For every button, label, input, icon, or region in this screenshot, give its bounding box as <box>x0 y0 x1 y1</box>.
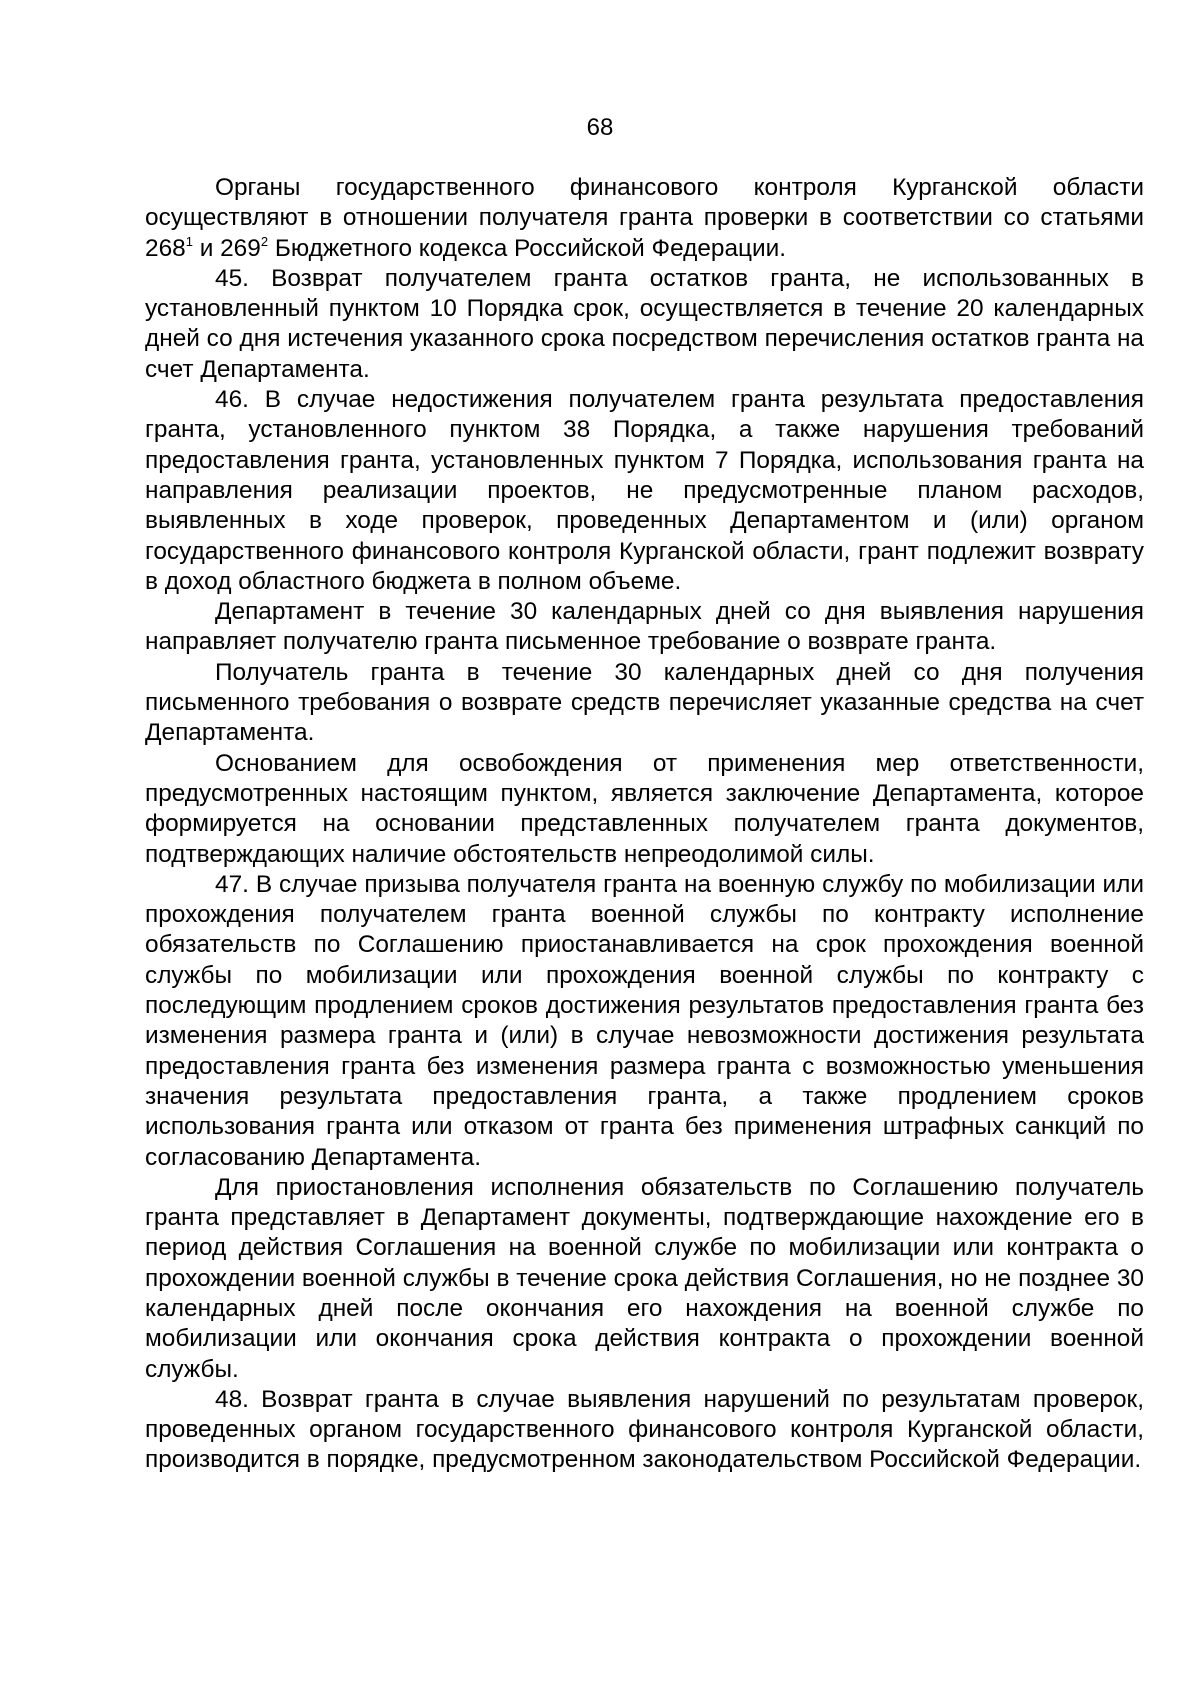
paragraph-suspension-documents: Для приостановления исполнения обязательств по Соглашению получатель гранта представляет в Департамент документы, подтверждающие нахождение его в период действия Соглашения на военной службе по мобилизации или контракта о прохождении военной службы в течение срока действия Соглашения, но не позднее 30 календарных дней после окончания его нахождения на военной службе по мобилизации или окончания срока действия контракта о прохождении военной службы. <box>145 1173 1144 1383</box>
paragraph-recipient-return: Получатель гранта в течение 30 календарных дней со дня получения письменного требования о возврате средств перечисляет указанные средства на счет Департамента. <box>145 658 1144 747</box>
footnote-mark: 1 <box>185 233 193 249</box>
paragraph-text: и 269 <box>192 234 261 262</box>
paragraph-item-47: 47. В случае призыва получателя гранта на военную службу по мобилизации или прохождения получателем гранта военной службы по контракту исполнение обязательств по Соглашению приостанавливается на срок прохождения военной службы по мобилизации или прохождения военной службы по контракту с последующим продлением сроков достижения результатов предоставления гранта без изменения размера гранта и (или) в случае невозможности достижения результата предоставления гранта без изменения размера гранта с возможностью уменьшения значения результата предоставления гранта, а также продлением сроков использования гранта или отказом от гранта без применения штрафных санкций по согласованию Департамента. <box>145 870 1144 1171</box>
paragraph-item-48: 48. Возврат гранта в случае выявления нарушений по результатам проверок, проведенных органом государственного финансового контроля Курганской области, производится в порядке, предусмотренном законодательством Российской Федерации. <box>145 1385 1144 1474</box>
paragraph-text: Органы государственного финансового контроля Курганской области осуществляют в отношении получателя гранта проверки в соответствии со статьями 268 <box>145 174 1144 262</box>
page-number: 68 <box>586 114 614 141</box>
footnote-mark: 2 <box>260 233 269 249</box>
paragraph-text: Бюджетного кодекса Российской Федерации. <box>268 234 787 262</box>
paragraph-item-45: 45. Возврат получателем гранта остатков гранта, не использованных в установленный пунктом 10 Порядка срок, осуществляется в течение 20 календарных дней со дня истечения указанного срока посредством перечисления остатков гранта на счет Департамента. <box>145 264 1144 383</box>
document-body <box>145 173 1144 1476</box>
paragraph-financial-control <box>145 173 1144 264</box>
paragraph-department-notice: Департамент в течение 30 календарных дней со дня выявления нарушения направляет получателю гранта письменное требование о возврате гранта. <box>145 598 1144 656</box>
paragraph-item-46: 46. В случае недостижения получателем гранта результата предоставления гранта, установленного пунктом 38 Порядка, а также нарушения требований предоставления гранта, установленных пунктом 7 Порядка, использования гранта на направления реализации проектов, не предусмотренные планом расходов, выявленных в ходе проверок, проведенных Департаментом и (или) органом государственного финансового контроля Курганской области, грант подлежит возврату в доход областного бюджета в полном объеме. <box>145 386 1144 595</box>
paragraph-liability-exemption: Основанием для освобождения от применения мер ответственности, предусмотренных настоящим пунктом, является заключение Департамента, которое формируется на основании представленных получателем гранта документов, подтверждающих наличие обстоятельств непреодолимой силы. <box>145 749 1144 868</box>
